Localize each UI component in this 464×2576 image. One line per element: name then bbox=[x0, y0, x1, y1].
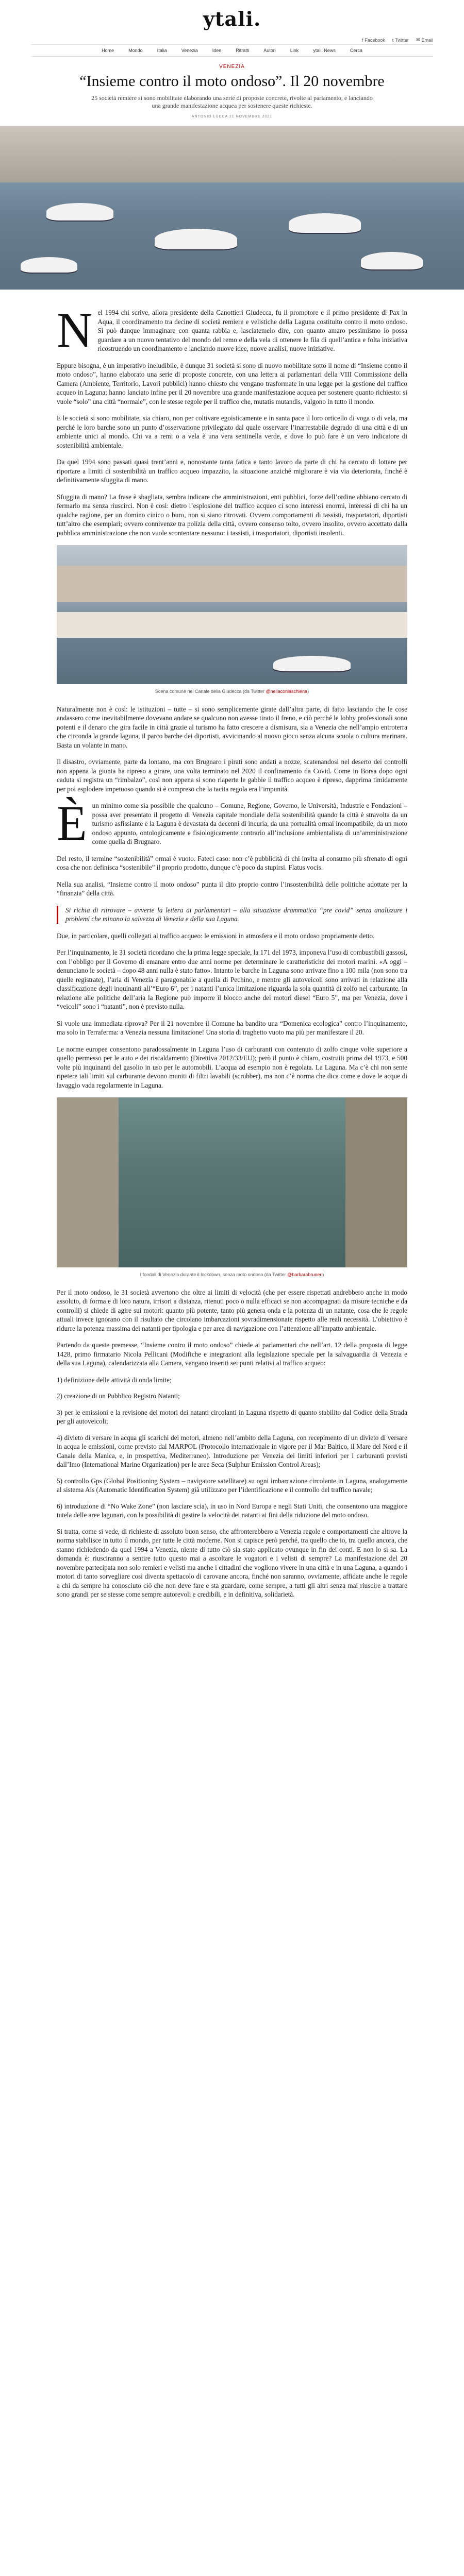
paragraph: Eppure bisogna, è un imperativo ineludibile, è dunque 31 società si sono di nuovo mobilitate sotto il nome di “Insieme contro il moto ondoso”, hanno elaborato una serie di proposte concrete, con una lettera ai parlamentari della VIII Commissione della Camera (Ambiente, Territorio, Lavori pubblici) hanno chiesto che vengano trasformate in una legge per la gestione del traffico acqueo in Laguna; hanno lanciato infine per il 20 novembre una grande manifestazione acquea per sostenere quanto richiesto: si vuole “solo” una città “normale”, con le stesse regole per il traffico che, mutatis mutandis, valgono in tutto il mondo. bbox=[57, 361, 407, 405]
nav-item-autori[interactable]: Autori bbox=[263, 48, 276, 53]
nav-item-idee[interactable]: Idee bbox=[212, 48, 222, 53]
facebook-icon: f bbox=[361, 37, 363, 43]
email-link[interactable]: ✉ Email bbox=[416, 37, 433, 43]
paragraph: Per l’inquinamento, le 31 società ricordano che la prima legge speciale, la 171 del 1973, imponeva l’uso di combustibili gassosi, con l’obbligo per il Governo di emanare entro due anni norme per determinare le caratteristiche dei motori marini. «A oggi – denunciano le società – dopo 48 anni nulla è stato fatto». Intanto le barche in Laguna sono arrivate fino a 100 mila (non sono tra quelle registrate), l’aria di Venezia è paragonabile a quella di Pechino, e mentre gli autoveicoli sono arrivati in relazione alla classificazione degli inquinanti all’“Euro 6”, per i natanti l’unica limitazione riguarda la sola quantità di zolfo nel carburante. In relazione alle politiche dell’aria la Regione può imporre il blocco anche dei motori diesel “Euro 5”, ma per Venezia, dove i “veicoli” sono i “natanti”, non è previsto nulla. bbox=[57, 948, 407, 1010]
paragraph: Sfuggita di mano? La frase è sbagliata, sembra indicare che amministrazioni, enti pubblici, forze dell’ordine abbiano cercato di fermarlo ma senza riuscirci. Non è così: dietro l’esplosione del traffico acqueo ci sono interessi enormi, interessi di chi ha un qualche ragione, per un domino cinico o buro, non si siano ritrovati. Ovvero comportamenti di tassisti, trasportatori, diportisti tutt’altro che esemplari; ovvero connivenze tra polizia della città, ovvero consenso tolto, ovvero insolito, ovvero accettato dalla pubblica amministrazione che non vuole scontentare nessuno: i tassisti, i trasportatori, diportisti insolenti. bbox=[57, 493, 407, 537]
paragraph: Èun minimo come sia possibile che qualcuno – Comune, Regione, Governo, le Università, Industrie e Fondazioni – possa aver presentato il progetto di Venezia capitale mondiale della sostenibilità quando la città è stravolta da un turismo asfissiante e la Laguna è devastata da decenni di incuria, da una portualità ormai incompatibile, da un moto ondoso appunto, ontologicamente e fisiologicamente contrario all’inclusione ambientalista di un’amministrazione come quella di Brugnaro. bbox=[57, 795, 407, 851]
list-item: 4) divieto di versare in acqua gli scarichi dei motori, almeno nell’ambito della Laguna, con recepimento di un divieto di versare in acqua le emissioni, come previsto dal MARPOL (Protocollo internazionale in vigore per il Mar Baltico, il Mare del Nord e il Canale della Manica, e, in prospettiva, Mediterraneo). Introduzione per Venezia dei limiti inferiori per i carburanti previsti dall’Imo (International Marine Organization) per le aree Seca (Sulphur Emission Control Areas); bbox=[57, 1433, 407, 1468]
canal-photo bbox=[57, 545, 407, 684]
figure-caption: Scena comune nel Canale della Giudecca (da Twitter @nellaconlaschiena) bbox=[155, 689, 309, 694]
figure-caption: I fondali di Venezia durante il lockdown, senza moto ondoso (da Twitter @barbarabruneri) bbox=[140, 1272, 324, 1277]
nav-item-venezia[interactable]: Venezia bbox=[181, 48, 198, 53]
nav-item-italia[interactable]: Italia bbox=[157, 48, 167, 53]
nav-item-link[interactable]: Link bbox=[290, 48, 299, 53]
nav-item-home[interactable]: Home bbox=[102, 48, 114, 53]
paragraph: Nella sua analisi, “Insieme contro il moto ondoso” punta il dito proprio contro l’insostenibilità delle politiche adottate per la “finanzia” della città. bbox=[57, 880, 407, 897]
photo-buildings bbox=[57, 566, 407, 602]
paragraph: Del resto, il termine “sostenibilità” ormai è vuoto. Fateci caso: non c’è pubblicità di chi invita al consumo più sfrenato di ogni cosa che non definisca “sostenibile” il proprio prodotto, dunque c’è poco da stupirsi. Flatus vocis. bbox=[57, 854, 407, 871]
byline: ANTONIO LUCCA 21 NOVEMBRE 2021 bbox=[191, 115, 273, 118]
canal-floor-photo bbox=[57, 1097, 407, 1267]
boat-shape bbox=[155, 229, 237, 249]
paragraph: Naturalmente non è così: le istituzioni – tutte – si sono semplicemente girate dall’altra parte, di fatto lasciando che le cose andassero come inevitabilmente dovevano andare se qualcuno non avesse tirato il freno, e ciò perché le lobby professionali sono potenti e il denaro che gira facile in città grazie al turismo ha fatto crescere a dismisura, sia a Venezia che nell’ampio entroterra che circonda la grande laguna, il parco barche dei diportisti, avvicinando al nuovo gioco senza alcuna scuola o cultura marinara. Basta un volante in mano. bbox=[57, 705, 407, 749]
boat-shape bbox=[21, 257, 77, 273]
paragraph: Due, in particolare, quelli collegati al traffico acqueo: le emissioni in atmosfera e il moto ondoso propriamente detto. bbox=[57, 931, 375, 940]
photo-ship bbox=[57, 612, 407, 638]
nav-item-news[interactable]: ytali. News bbox=[313, 48, 336, 53]
nav-item-ritratti[interactable]: Ritratti bbox=[236, 48, 250, 53]
paragraph: Il disastro, ovviamente, parte da lontano, ma con Brugnaro i pirati sono andati a nozze, scatenandosi nel deserto dei controlli non appena la giunta ha ripreso a girare, una volta terminato nel 2020 il confinamento da Covid. Come in Borsa dopo ogni caduta si registra un “rimbalzo”, così non appena si sono riaperte le gabbie il traffico acqueo è ripreso, dapprima timidamente per poi esplodere impetuoso quando si è compreso che la tacita regola era l’impunità. bbox=[57, 758, 407, 793]
figure-2 bbox=[57, 1097, 407, 1280]
list-item: 1) definizione delle attività di onda limite; bbox=[57, 1376, 172, 1384]
category-kicker[interactable]: VENEZIA bbox=[219, 64, 245, 70]
social-links bbox=[362, 37, 433, 43]
nav-item-cerca[interactable]: Cerca bbox=[350, 48, 362, 53]
article-header bbox=[0, 57, 464, 118]
demands-list bbox=[57, 1376, 407, 1520]
photo-wall bbox=[345, 1097, 407, 1267]
paragraph: Nel 1994 chi scrive, allora presidente della Canottieri Giudecca, fu il promotore e il primo presidente di Pax in Aqua, il coordinamento tra decine di società remiere e velistiche della Laguna costituito contro il moto ondoso. Si può dunque immaginare con quanta rabbia e, lasciatemelo dire, con quanto amaro pessimismo io possa guardare a un nuovo tentativo del mondo del remo e della vela di ottenere le fila di quell’antica e folta iniziativa ricostruendo un coordinamento e lanciando nuove idee, nuove analisi, nuove iniziative. bbox=[57, 302, 407, 358]
facebook-link[interactable]: f Facebook bbox=[361, 37, 385, 43]
dropcap: È bbox=[57, 795, 87, 851]
blockquote: Si richia di ritrovare – avverte la lettera ai parlamentari – alla situazione drammatica “pre covid” senza analizzare i problemi che minano la salvezza di Venezia e della sua Laguna. bbox=[57, 906, 407, 924]
paragraph: Le norme europee consentono paradossalmente in Laguna l’uso di carburanti con contenuto di zolfo cinque volte superiore a quello permesso per le auto e dei riscaldamento (Direttiva 2012/33/EU); però il punto è chiaro, costruiti prima del 1973, e 500 volte più inquinanti del gasolio in uso per le automobili. L’acqua ad esempio non è regolata. La Laguna. Ma c’è chi non sente ripetere tali limiti sul carburante devono muniti di filtri lavabili (scrubber), ma non c’è norma che dica come e dove le acque di lavaggio vada regolarmente in Laguna. bbox=[57, 1045, 407, 1089]
main-nav bbox=[31, 44, 433, 57]
photo-wall bbox=[57, 1097, 119, 1267]
caption-link[interactable]: @nellaconlaschiena bbox=[266, 689, 308, 694]
boat-shape bbox=[289, 213, 361, 233]
paragraph: Si vuole una immediata riprova? Per il 21 novembre il Comune ha bandito una “Domenica ecologica” contro l’inquinamento, ma solo in Terraferma: a Venezia nessuna limitazione! Una storia di traghetto vuoto ma più per manifestare il 20. bbox=[57, 1019, 407, 1036]
article-subtitle: 25 società remiere si sono mobilitate elaborando una serie di proposte concrete, rivolte al parlamento, e lanciando una grande manifestazione acquea per sostenere queste richieste. bbox=[91, 94, 373, 109]
list-item: 6) introduzione di “No Wake Zone” (non lasciare scia), in uso in Nord Europa e negli Stati Uniti, che consentono una maggiore tutela delle aree lagunari, con la possibilità di gestire la velocità dei natanti ai fini della riduzione del moto ondoso. bbox=[57, 1502, 407, 1519]
paragraph: Partendo da queste premesse, “Insieme contro il moto ondoso” chiede ai parlamentari che nell’art. 12 della proposta di legge 1428, primo firmatario Nicola Pellicani (Modifiche e integrazioni alla legislazione speciale per la salvaguardia di Venezia e della sua Laguna), calendarizzata alla Camera, vengano inseriti sei punti relativi al traffico acqueo: bbox=[57, 1341, 407, 1367]
paragraph: Da quel 1994 sono passati quasi trent’anni e, nonostante tanta fatica e tanto lavoro da parte di chi ha cercato di lottare per riportare a limiti di sostenibilità un traffico acqueo impazzito, la situazione anziché migliorare è via via deteriorata, finché è definitivamente sfuggita di mano. bbox=[57, 458, 407, 484]
boat-shape bbox=[273, 656, 351, 671]
article-title: “Insieme contro il moto ondoso”. Il 20 novembre bbox=[79, 73, 385, 90]
boat-shape bbox=[361, 252, 423, 269]
header bbox=[0, 0, 464, 44]
list-item: 2) creazione di un Pubblico Registro Natanti; bbox=[57, 1392, 180, 1400]
site-logo[interactable]: ytali. bbox=[203, 7, 261, 30]
twitter-link[interactable]: t Twitter bbox=[392, 37, 409, 43]
hero-image bbox=[0, 126, 464, 290]
twitter-icon: t bbox=[392, 37, 394, 43]
paragraph: Si tratta, come si vede, di richieste di assoluto buon senso, che affronterebbero a Venezia regole e comportamenti che altrove la norma stabilisce in tutto il mondo, per tutte le città moderne. Non si capisce però perché, tra quello che io, tra quello ancora, che stanno richiedendo da quel 1994 a Venezia, niente di tutto ciò sia stato applicato ovunque in fin dei conti. E non lo si sa. La domanda è: riusciranno a sentire tutto questo mai a ascoltare le vogatori e i velisti di sempre? La manifestazione del 20 novembre partecipata non solo remieri e velisti ma anche i cittadini che vogliono vivere in una città e in una Laguna, a quando i motori di tanto sorvegliare così diventa spettacolo di carovane ancora, finché non saranno, ovviamente, affidate anche le regole a chi da sempre ha conosciuto ciò che non deve fare e sta guardare, come sempre, a tutti gli altri senza mai riuscire a trattare sono grandi per se stesse come sempre autorevoli e credibili, e in definitiva, solidarietà. bbox=[57, 1527, 407, 1598]
figure-1 bbox=[57, 545, 407, 697]
boat-shape bbox=[46, 203, 113, 221]
dropcap: N bbox=[57, 302, 93, 358]
paragraph: E le società si sono mobilitate, sia chiaro, non per coltivare egoisticamente e in santa pace il loro orticello di voga o di vela, ma perché le loro barche sono un punto d’osservazione privilegiato dal quale osservare l’inarrestabile degrado di una città e di un ambiente unici al mondo. Chi va a remi o a vela è una vera sentinella verde, e dove lo può fare è un vero indicatore di sostenibilità ambientale. bbox=[57, 414, 407, 449]
caption-link[interactable]: @barbarabruneri bbox=[287, 1272, 323, 1277]
article-body bbox=[0, 290, 464, 1599]
paragraph: Per il moto ondoso, le 31 società avvertono che oltre ai limiti di velocità (che per essere rispettati andrebbero anche in modo assoluto, di forma e di loro natura, irrisori a distanza, ritenuti poco o nulla efficaci se non accompagnati da misure tecniche e da controlli) si chiede di agire sui motori: quanto più potente, tanto più genera onda e la potenza di un natante, cosa che le regole attuali invece ignorano con il risultato che circolano imbarcazioni sovradimensionate rispetto alle reali necessità. L’obiettivo è ridurre la potenza massima dei natanti per tipologia e per area di navigazione con l’attenzione all’impatto ambientale. bbox=[57, 1288, 407, 1332]
nav-item-mondo[interactable]: Mondo bbox=[128, 48, 143, 53]
hero-buildings bbox=[0, 126, 464, 182]
list-item: 3) per le emissioni e la revisione dei motori dei natanti circolanti in Laguna rispetto di quanto stabilito dal Codice della Strada per gli autoveicoli; bbox=[57, 1408, 407, 1425]
list-item: 5) controllo Gps (Global Positioning System – navigatore satellitare) su ogni imbarcazione circolante in Laguna, analogamente al sistema Ais (Automatic Identification System) già utilizzato per l’identificazione e il controllo del traffico navale; bbox=[57, 1477, 407, 1494]
email-icon: ✉ bbox=[416, 37, 420, 42]
